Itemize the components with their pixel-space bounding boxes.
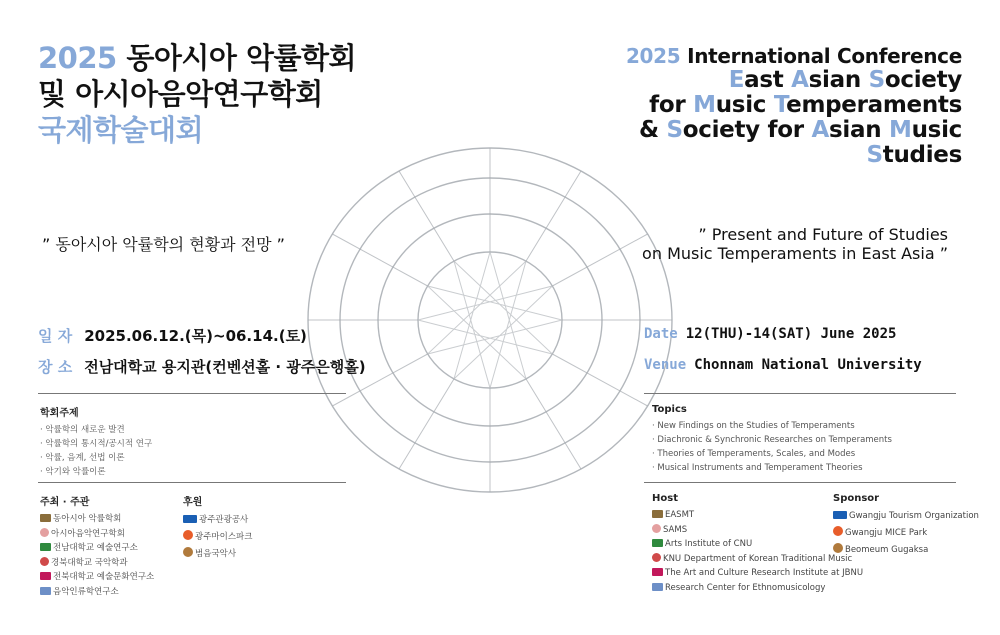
korean-title-line1: 동아시아 악률학회 <box>116 41 357 75</box>
ethno-logo-icon <box>40 587 51 595</box>
ethno-logo-icon <box>652 583 663 591</box>
host-item: The Art and Culture Research Institute at JBNU <box>652 566 863 581</box>
host-item: SAMS <box>652 523 863 538</box>
english-title-line3: for Music Temperaments <box>649 92 962 118</box>
sponsor-item: 광주마이스파크 <box>183 529 252 546</box>
english-venue-label: Venue <box>644 357 687 373</box>
korean-venue-label: 장 소 <box>38 358 73 376</box>
english-venue-row <box>644 357 922 373</box>
korean-hosts-title: 주최 · 주관 <box>40 497 90 508</box>
sponsor-item: 범음국악사 <box>183 546 252 563</box>
english-theme-line2: on Music Temperaments in East Asia ” <box>642 244 948 263</box>
english-hosts-title: Host <box>652 493 678 504</box>
gto-logo-icon <box>183 515 197 523</box>
korean-title-year: 2025 <box>38 41 117 75</box>
list-item: · 악률, 음계, 선법 이론 <box>40 453 125 463</box>
host-item: 경북대학교 국악학과 <box>40 556 154 571</box>
knu-logo-icon <box>40 557 49 566</box>
knu-logo-icon <box>652 553 661 562</box>
english-title-line2: East Asian Society <box>728 67 962 93</box>
sams-logo-icon <box>652 524 661 533</box>
english-title-line5: Studies <box>866 142 962 168</box>
list-item: · 악률학의 새로운 발견 <box>40 425 125 435</box>
korean-date-value: 2025.06.12.(목)~06.14.(토) <box>84 327 307 345</box>
english-title-line4: & Society for Asian Music <box>639 117 962 143</box>
sponsor-item: 광주관광공사 <box>183 512 252 529</box>
korean-title <box>38 40 438 148</box>
host-item: KNU Department of Korean Traditional Music <box>652 552 863 567</box>
divider-left-top <box>38 393 346 394</box>
list-item: · 악기와 악률이론 <box>40 467 106 477</box>
english-title-line1: International Conference <box>687 44 962 68</box>
english-date-row <box>644 326 896 342</box>
english-venue-value: Chonnam National University <box>694 357 922 373</box>
host-item: 동아시아 악률학회 <box>40 512 154 527</box>
cnu-logo-icon <box>652 539 663 547</box>
korean-date-row <box>38 325 307 346</box>
korean-sponsors <box>183 493 252 563</box>
mice-park-logo-icon <box>833 526 843 536</box>
english-date-value: 12(THU)-14(SAT) June 2025 <box>685 326 897 342</box>
korean-venue-row <box>38 356 366 377</box>
host-item: 음악인류학연구소 <box>40 585 154 600</box>
list-item: · Theories of Temperaments, Scales, and Modes <box>652 449 856 459</box>
gto-logo-icon <box>833 511 847 519</box>
english-topics-title: Topics <box>652 404 687 415</box>
divider-right-mid <box>644 482 956 483</box>
english-title-year: 2025 <box>625 44 681 68</box>
korean-title-line3: 국제학술대회 <box>38 113 204 147</box>
sponsor-item: Gwangju Tourism Organization <box>833 508 979 525</box>
list-item: · 악률학의 통시적/공시적 연구 <box>40 439 153 449</box>
easmt-logo-icon <box>652 510 663 518</box>
english-hosts <box>652 493 863 595</box>
korean-title-line2: 및 아시아음악연구학회 <box>38 77 323 111</box>
host-item: 아시아음악연구학회 <box>40 527 154 542</box>
sponsor-item: Beomeum Gugaksa <box>833 542 979 559</box>
beomeum-logo-icon <box>833 543 843 553</box>
korean-sponsors-title: 후원 <box>183 497 203 508</box>
host-item: EASMT <box>652 508 863 523</box>
list-item: · Musical Instruments and Temperament Theories <box>652 463 863 473</box>
korean-topics-title: 학회주제 <box>40 408 79 419</box>
english-sponsors-title: Sponsor <box>833 493 880 504</box>
host-item: Research Center for Ethnomusicology <box>652 581 863 596</box>
divider-right-top <box>644 393 956 394</box>
beomeum-logo-icon <box>183 547 193 557</box>
sponsor-item: Gwangju MICE Park <box>833 525 979 542</box>
mice-park-logo-icon <box>183 530 193 540</box>
host-item: 전북대학교 예술문화연구소 <box>40 570 154 585</box>
english-date-label: Date <box>644 326 678 342</box>
host-item: 전남대학교 예술연구소 <box>40 541 154 556</box>
korean-date-label: 일 자 <box>38 327 73 345</box>
english-theme <box>642 225 948 263</box>
jbnu-logo-icon <box>40 572 51 580</box>
list-item: · Diachronic & Synchronic Researches on Temperaments <box>652 435 892 445</box>
english-topics <box>652 404 892 475</box>
list-item: · New Findings on the Studies of Temperaments <box>652 421 855 431</box>
jbnu-logo-icon <box>652 568 663 576</box>
sams-logo-icon <box>40 528 49 537</box>
korean-theme: ” 동아시아 악률학의 현황과 전망 ” <box>42 235 285 254</box>
easmt-logo-icon <box>40 514 51 522</box>
cnu-logo-icon <box>40 543 51 551</box>
host-item: Arts Institute of CNU <box>652 537 863 552</box>
korean-hosts <box>40 493 154 599</box>
diagram-star <box>418 252 562 388</box>
korean-venue-value: 전남대학교 용지관(컨벤션홀 · 광주은행홀) <box>84 358 366 376</box>
english-sponsors <box>833 493 979 559</box>
divider-left-mid <box>38 482 346 483</box>
english-title <box>542 44 962 168</box>
korean-topics <box>40 404 152 479</box>
english-theme-line1: ” Present and Future of Studies <box>698 225 948 244</box>
temperament-circle-diagram <box>300 140 680 500</box>
